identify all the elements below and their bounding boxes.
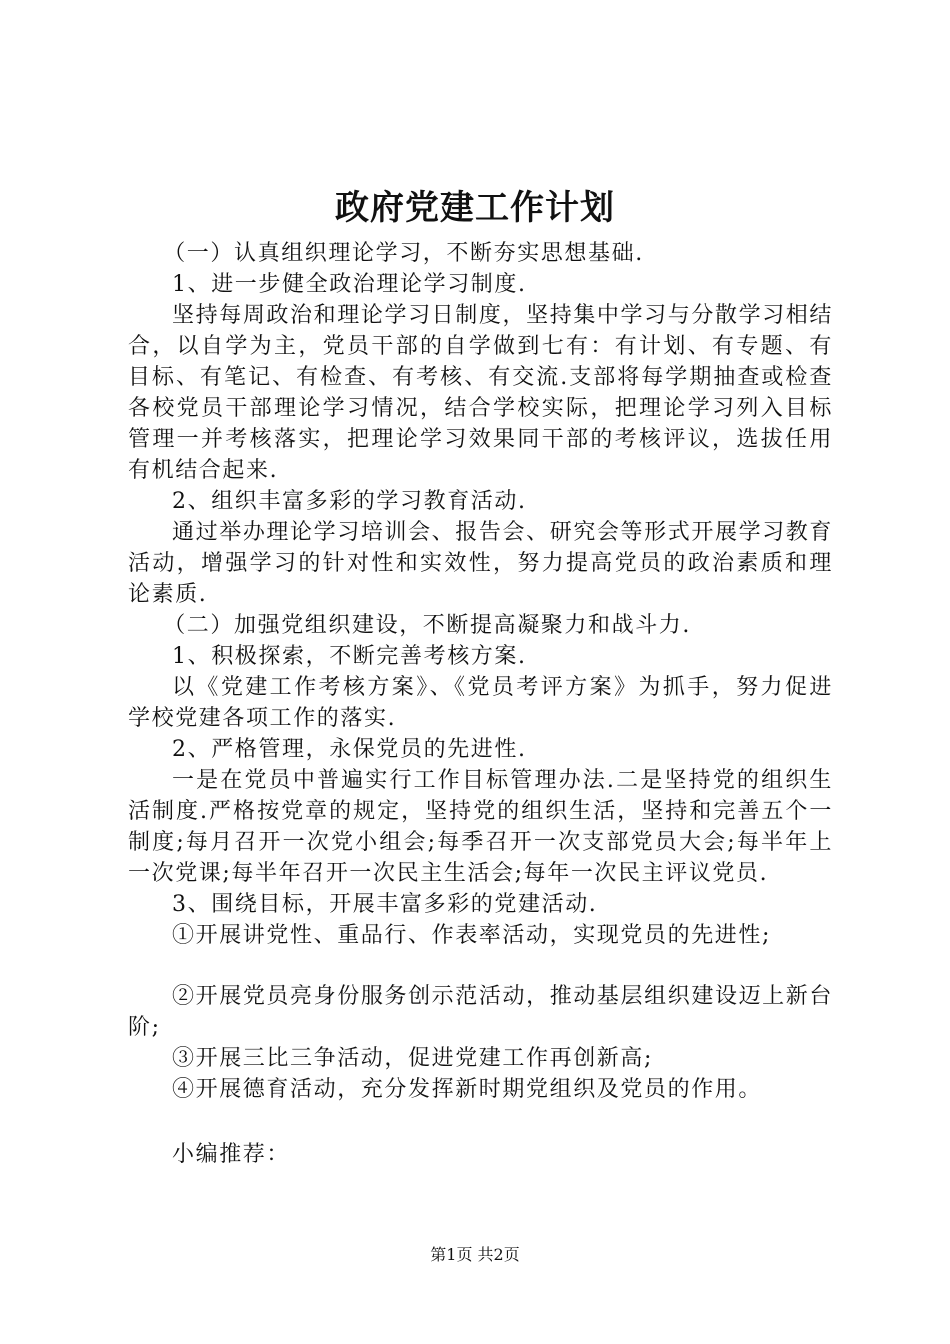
list-item-4: ④开展德育活动，充分发挥新时期党组织及党员的作用。 xyxy=(172,1077,763,1102)
subheading-1-2: 2、组织丰富多彩的学习教育活动. xyxy=(172,489,527,514)
body-paragraph: 坚持每周政治和理论学习日制度，坚持集中学习与分散学习相结合，以自学为主，党员干部的自学做到七有：有计划、有专题、有目标、有笔记、有检查、有考核、有交流.支部将每学期抽查或检查各校党员干部理论学习情况，结合学校实际，把理论学习列入目标管理一并考核落实，把理论学习效果同干部的考核评议，选拔任用有机结合起来. xyxy=(128,303,833,483)
subheading-2-2: 2、严格管理，永保党员的先进性. xyxy=(172,737,527,762)
body-paragraph: 一是在党员中普遍实行工作目标管理办法.二是坚持党的组织生活制度.严格按党章的规定，坚持党的组织生活，坚持和完善五个一制度;每月召开一次党小组会;每季召开一次支部党员大会;每半年上一次党课;每半年召开一次民主生活会;每年一次民主评议党员. xyxy=(128,768,833,886)
subheading-1-1: 1、进一步健全政治理论学习制度. xyxy=(172,272,527,297)
list-item-1: ①开展讲党性、重品行、作表率活动，实现党员的先进性; xyxy=(172,923,772,948)
section-heading-1: （一）认真组织理论学习，不断夯实思想基础. xyxy=(163,241,644,266)
page-number: 第1页 共2页 xyxy=(430,1245,520,1264)
document-title: 政府党建工作计划 xyxy=(335,188,615,228)
body-paragraph: 通过举办理论学习培训会、报告会、研究会等形式开展学习教育活动，增强学习的针对性和实效性，努力提高党员的政治素质和理论素质. xyxy=(128,520,833,607)
section-heading-2: （二）加强党组织建设，不断提高凝聚力和战斗力. xyxy=(163,613,691,638)
list-item-3: ③开展三比三争活动，促进党建工作再创新高; xyxy=(172,1046,654,1071)
document-body xyxy=(128,238,833,1170)
list-item-2: ②开展党员亮身份服务创示范活动，推动基层组织建设迈上新台阶; xyxy=(128,984,833,1040)
subheading-2-1: 1、积极探索，不断完善考核方案. xyxy=(172,644,527,669)
recommendation-label: 小编推荐： xyxy=(172,1142,291,1167)
body-paragraph: 以《党建工作考核方案》、《党员考评方案》为抓手，努力促进学校党建各项工作的落实. xyxy=(128,675,833,731)
subheading-2-3: 3、围绕目标，开展丰富多彩的党建活动. xyxy=(172,892,598,917)
